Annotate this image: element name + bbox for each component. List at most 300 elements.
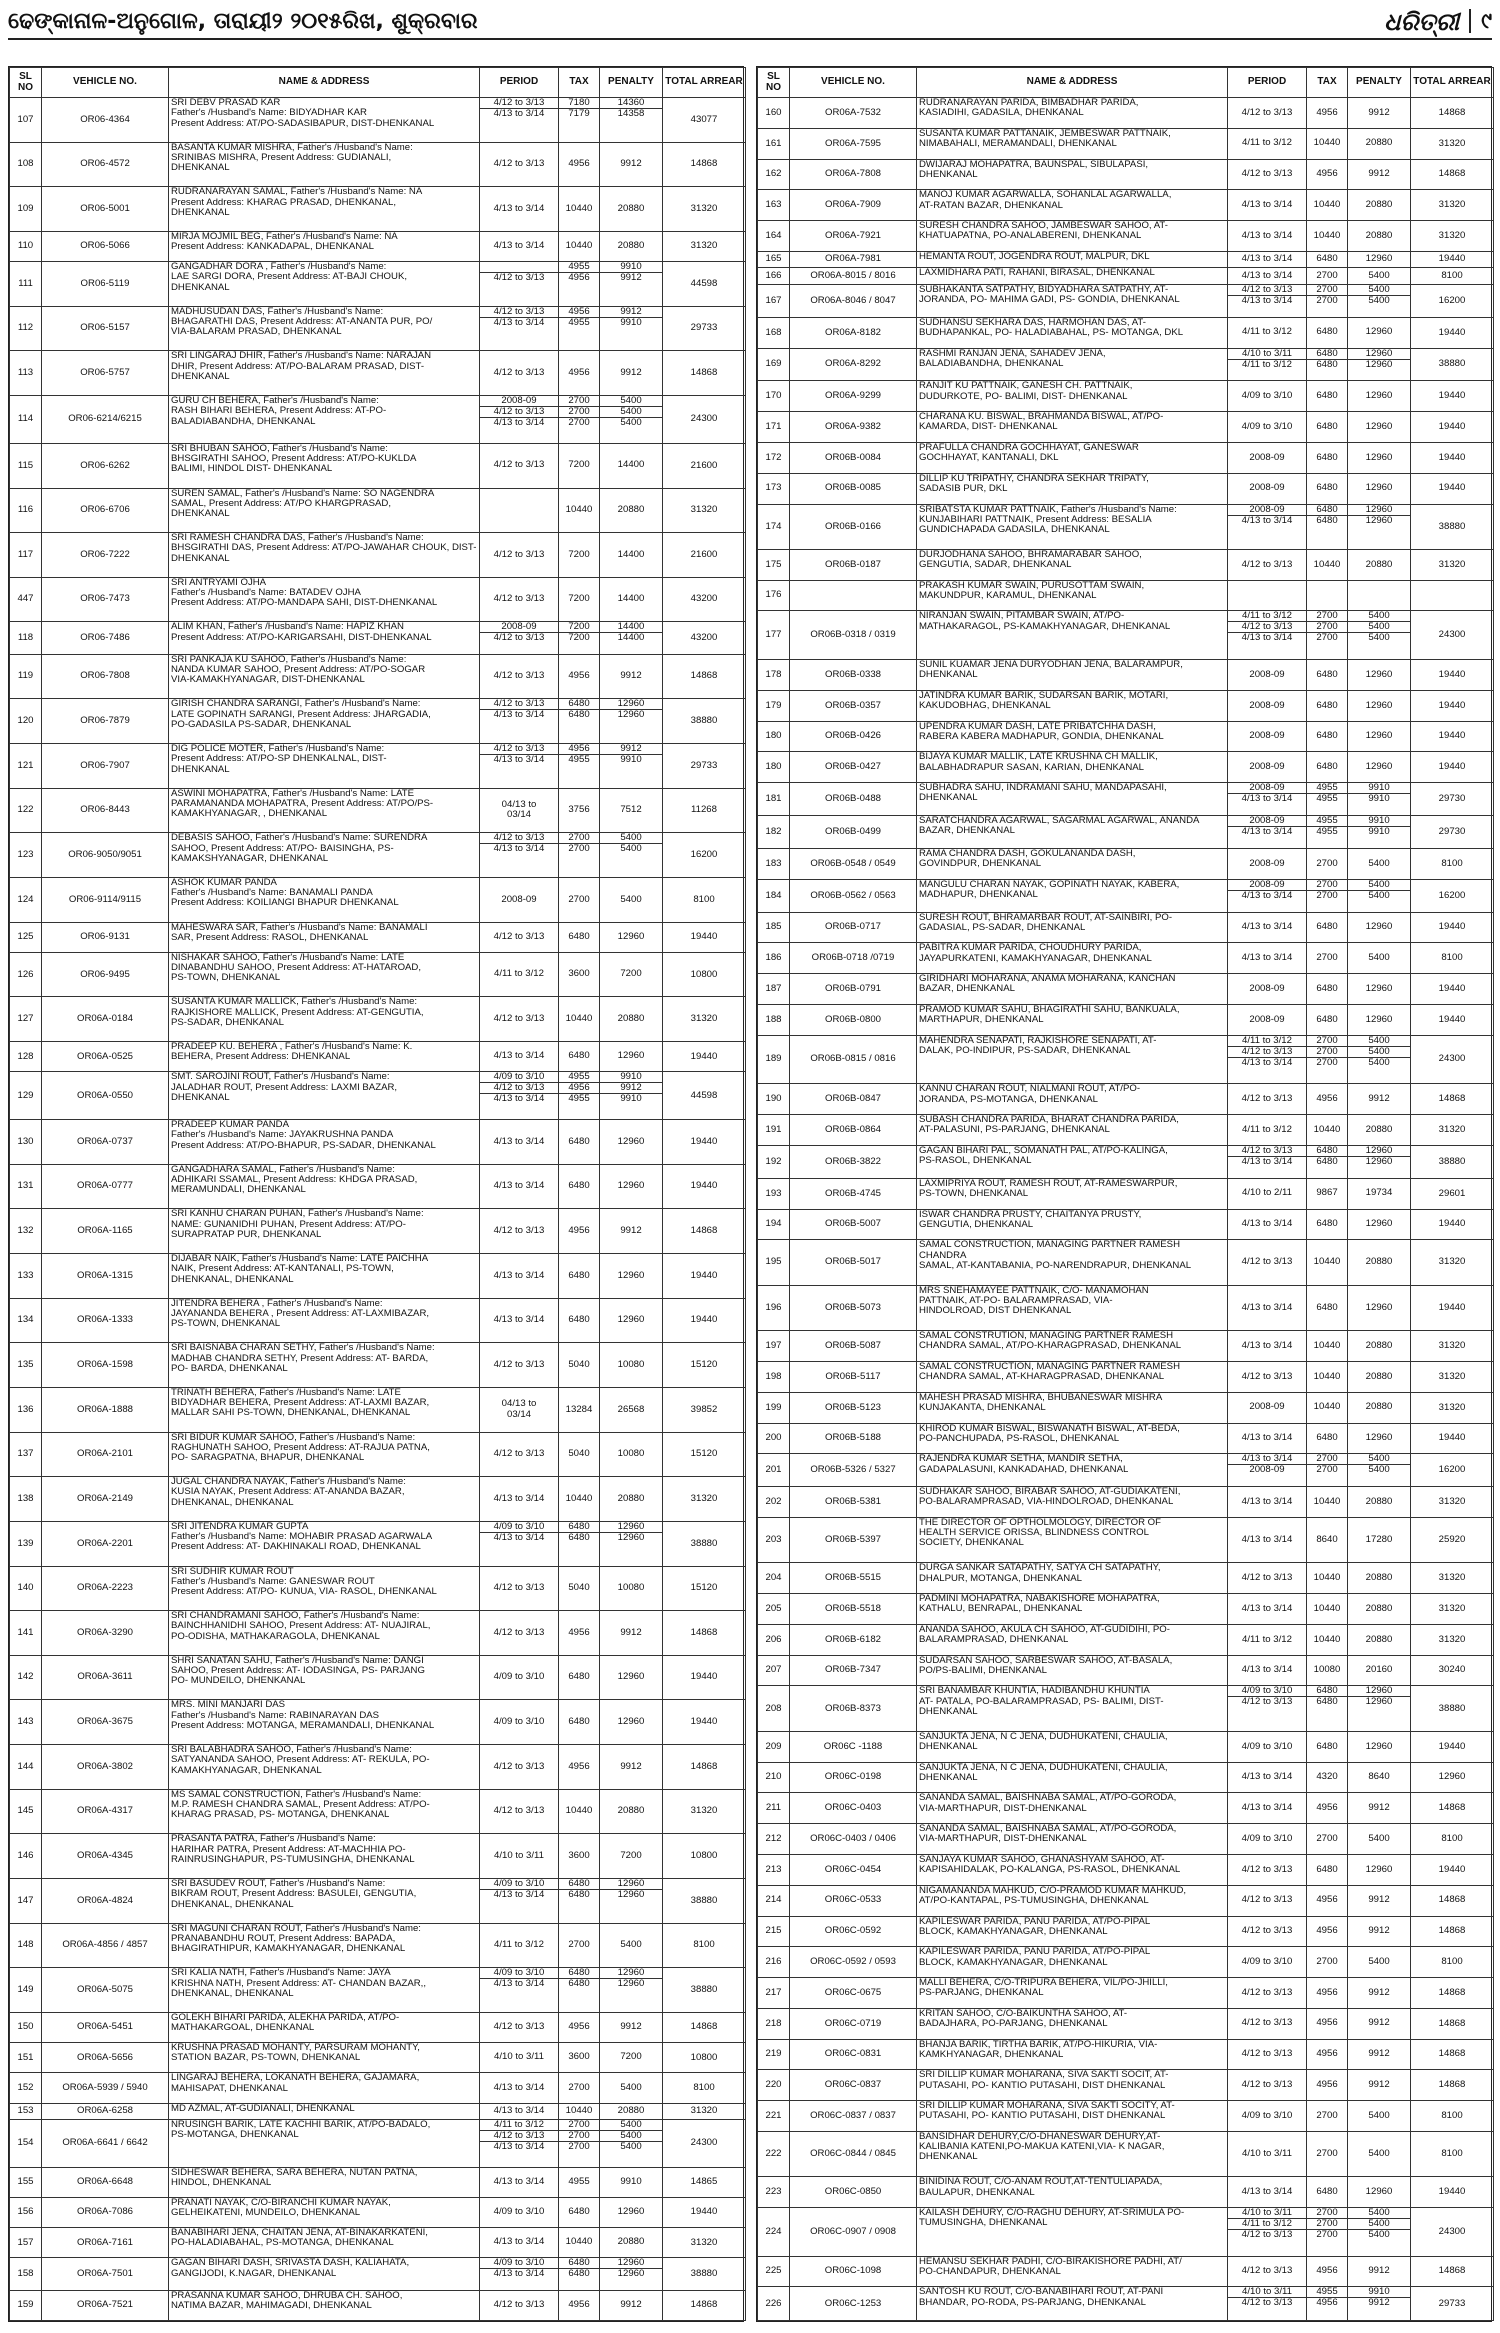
owner-name-address: PABITRA KUMAR PARIDA, CHOUDHURY PARIDA, JAYAPURKATENI, KAMAKHYANAGAR, DHENKANAL xyxy=(917,943,1228,974)
table-row xyxy=(10,2167,746,2197)
sl-number: 132 xyxy=(10,1209,42,1254)
sl-number: 171 xyxy=(758,412,790,443)
vehicle-number: OR06B-0318 / 0319 xyxy=(790,611,917,660)
owner-name-address: KANNU CHARAN ROUT, NIALMANI ROUT, AT/PO- JORANDA, PS-MOTANGA, DHENKANAL xyxy=(917,1084,1228,1115)
total-arrear: 24300 xyxy=(663,396,746,444)
total-arrear: 31320 xyxy=(1411,1563,1494,1594)
sl-number: 143 xyxy=(10,1700,42,1745)
table-row xyxy=(758,943,1494,974)
owner-name-address: CHARANA KU. BISWAL, BRAHMANDA BISWAL, AT/PO- KAMARDA, DIST- DHENKANAL xyxy=(917,412,1228,443)
sl-number: 187 xyxy=(758,974,790,1005)
owner-name-address: DEBASIS SAHOO, Father's /Husband's Name: SURENDRA SAHOO, Present Address: AT/PO- BAISINGHA, PS- KAMAKSHYANAGAR, DHENKANAL xyxy=(169,833,480,878)
tax-entry: 6480 xyxy=(559,1522,599,1533)
penalty xyxy=(1348,98,1411,129)
penalty-entry: 12960 xyxy=(600,699,662,710)
tax xyxy=(1307,1084,1348,1115)
period-entry: 2008-09 xyxy=(480,622,558,633)
sl-number: 158 xyxy=(10,2258,42,2290)
period-entry: 2008-09 xyxy=(1249,700,1285,711)
owner-name-address: PRAKASH KUMAR SWAIN, PURUSOTTAM SWAIN, MAKUNDPUR, KARAMUL, DHENKANAL xyxy=(917,580,1228,611)
vehicle-number: OR06A-9382 xyxy=(790,412,917,443)
penalty-entry: 12960 xyxy=(1365,327,1393,338)
owner-name-address: SARATCHANDRA AGARWAL, SAGARMAL AGARWAL, ANANDA BAZAR, DHENKANAL xyxy=(917,816,1228,849)
period xyxy=(1228,849,1307,880)
period-entry: 4/13 to 3/14 xyxy=(1241,1340,1293,1351)
table-row xyxy=(10,262,746,307)
tax-entry: 6480 xyxy=(1316,2186,1338,2197)
vehicle-number: OR06B-5381 xyxy=(790,1487,917,1518)
period-entry: 4/13 to 3/14 xyxy=(493,1270,545,1281)
period-entry: 4/12 to 3/13 xyxy=(1241,2230,1293,2241)
tax xyxy=(559,1209,600,1254)
tax-entry: 4955 xyxy=(568,317,590,328)
sl-number: 129 xyxy=(10,1072,42,1120)
vehicle-number: OR06-6706 xyxy=(42,488,169,533)
owner-name-address: SRI RAMESH CHANDRA DAS, Father's /Husband's Name: BHSGIRATHI DAS, Present Address: AT/PO-JAWAHAR CHOUK, DIST- DHENKANAL xyxy=(169,533,480,578)
penalty-entry: 9910 xyxy=(1368,827,1390,838)
vehicle-number: OR06A-4824 xyxy=(42,1879,169,1924)
masthead-separator xyxy=(1469,9,1471,33)
tax-entry: 4955 xyxy=(1316,827,1338,838)
tax-entry: 2700 xyxy=(1307,622,1347,633)
period-entry: 4/12 to 3/13 xyxy=(480,2131,558,2142)
vehicle-number: OR06A-7086 xyxy=(42,2197,169,2227)
vehicle-number: OR06B-0864 xyxy=(790,1115,917,1146)
tax xyxy=(1307,879,1348,912)
vehicle-number: OR06C-0403 / 0406 xyxy=(790,1824,917,1855)
total-arrear: 38880 xyxy=(1411,1686,1494,1731)
sl-number: 193 xyxy=(758,1178,790,1209)
period-entry: 4/12 to 3/13 xyxy=(493,671,545,682)
owner-name-address: SUNIL KUAMAR JENA DURYODHAN JENA, BALARAMPUR, DHENKANAL xyxy=(917,660,1228,691)
total-arrear: 43200 xyxy=(663,622,746,654)
vehicle-number: OR06C-0844 / 0845 xyxy=(790,2131,917,2176)
penalty xyxy=(600,1566,663,1611)
penalty-entry: 5400 xyxy=(1368,270,1390,281)
total-arrear: 19440 xyxy=(663,2197,746,2227)
period xyxy=(1228,2131,1307,2176)
total-arrear: 8100 xyxy=(1411,1947,1494,1978)
tax xyxy=(559,2197,600,2227)
tax-entry: 6480 xyxy=(568,2207,590,2218)
table-header-row xyxy=(758,68,1494,98)
penalty xyxy=(600,2290,663,2320)
period-entry: 4/13 to 3/14 xyxy=(1241,1534,1293,1545)
penalty xyxy=(600,952,663,997)
penalty xyxy=(1348,251,1411,268)
penalty-entry: 20880 xyxy=(1365,1402,1393,1413)
tax xyxy=(559,952,600,997)
period xyxy=(480,533,559,578)
penalty-entry: 12960 xyxy=(617,1051,645,1062)
tax-entry: 2700 xyxy=(568,844,590,855)
period-entry: 4/12 to 3/13 xyxy=(493,633,545,644)
penalty xyxy=(600,98,663,143)
penalty-entry: 14358 xyxy=(617,109,645,119)
tax xyxy=(559,1432,600,1477)
owner-name-address: LINGARAJ BEHERA, LOKANATH BEHERA, GAJAMARA, MAHISAPAT, DHENKANAL xyxy=(169,2073,480,2103)
period-entry: 2008-09 xyxy=(1228,816,1306,827)
table-row xyxy=(10,1432,746,1477)
owner-name-address: MAHENDRA SENAPATI, RAJKISHORE SENAPATI, AT- DALAK, PO-INDIPUR, PS-SADAR, DHENKANAL xyxy=(917,1035,1228,1084)
total-arrear: 19440 xyxy=(1411,442,1494,473)
tax-entry: 6480 xyxy=(1307,1686,1347,1697)
vehicle-number: OR06C -1188 xyxy=(790,1731,917,1762)
period-entry: 4/12 to 3/13 xyxy=(493,273,545,284)
tax xyxy=(559,2290,600,2320)
penalty xyxy=(1348,268,1411,285)
tax-entry: 7200 xyxy=(568,549,590,560)
period-entry: 4/12 to 3/13 xyxy=(493,1627,545,1638)
total-arrear: 14868 xyxy=(1411,2039,1494,2070)
period-entry: 4/12 to 3/13 xyxy=(1241,2079,1293,2090)
table-row xyxy=(758,1240,1494,1285)
owner-name-address: SUDHAKAR SAHOO, BIRABAR SAHOO, AT-GUDIAKATENI, PO-BALARAMPRASAD, VIA-HINDOLROAD, DHENKANAL xyxy=(917,1487,1228,1518)
tax-entry: 3600 xyxy=(568,1850,590,1861)
tax xyxy=(1307,1824,1348,1855)
penalty-entry: 12960 xyxy=(1365,762,1393,773)
sl-number: 157 xyxy=(10,2228,42,2258)
table-row xyxy=(10,2103,746,2119)
period xyxy=(480,788,559,833)
sl-number: 128 xyxy=(10,1042,42,1072)
vehicle-number: OR06-4572 xyxy=(42,142,169,187)
total-arrear: 8100 xyxy=(663,2073,746,2103)
owner-name-address: ISWAR CHANDRA PRUSTY, CHAITANYA PRUSTY, GENGUTIA, DHENKANAL xyxy=(917,1209,1228,1240)
tax xyxy=(1307,348,1348,381)
owner-name-address: GURU CH BEHERA, Father's /Husband's Name: RASH BIHARI BEHERA, Present Address: AT-PO- BALADIABANDHA, DHENKANAL xyxy=(169,396,480,444)
total-arrear: 12960 xyxy=(1411,1762,1494,1793)
table-row xyxy=(10,1745,746,1790)
total-arrear: 8100 xyxy=(1411,1824,1494,1855)
period xyxy=(1228,317,1307,348)
tax xyxy=(559,1521,600,1566)
tax xyxy=(559,1042,600,1072)
sl-number: 199 xyxy=(758,1392,790,1423)
table-row xyxy=(758,1423,1494,1454)
table-row xyxy=(758,1854,1494,1885)
table-row xyxy=(10,443,746,488)
tax-entry: 4955 xyxy=(568,1094,590,1105)
penalty-entry: 12960 xyxy=(617,1979,645,1990)
penalty xyxy=(1348,504,1411,549)
tax xyxy=(559,533,600,578)
total-arrear: 14868 xyxy=(663,2290,746,2320)
owner-name-address: RUDRANARAYAN PARIDA, BIMBADHAR PARIDA, KASIADIHI, GADASILA, DHENKANAL xyxy=(917,98,1228,129)
tax-entry: 4956 xyxy=(568,1627,590,1638)
period xyxy=(480,351,559,396)
tax-entry: 2700 xyxy=(1316,1833,1338,1844)
sl-number: 148 xyxy=(10,1923,42,1968)
vehicle-number: OR06A-1315 xyxy=(42,1254,169,1299)
vehicle-number: OR06A-0550 xyxy=(42,1072,169,1120)
penalty-entry: 12960 xyxy=(1365,359,1393,370)
tax xyxy=(1307,816,1348,849)
header-tax: TAX xyxy=(559,68,600,98)
period-entry: 4/13 to 3/14 xyxy=(1241,1433,1293,1444)
table-body-left xyxy=(10,98,746,2321)
vehicle-number: OR06B-5007 xyxy=(790,1209,917,1240)
total-arrear: 8100 xyxy=(1411,268,1494,285)
tax-entry: 6480 xyxy=(1316,983,1338,994)
tax xyxy=(1307,2208,1348,2257)
tax xyxy=(1307,1454,1348,1487)
sl-number: 223 xyxy=(758,2177,790,2208)
table-row xyxy=(10,1120,746,1165)
table-row xyxy=(758,2177,1494,2208)
total-arrear: 29730 xyxy=(1411,816,1494,849)
total-arrear: 19440 xyxy=(1411,721,1494,752)
penalty xyxy=(1348,1978,1411,2009)
sl-number: 195 xyxy=(758,1240,790,1285)
tax-entry: 6480 xyxy=(559,699,599,710)
table-row xyxy=(10,1923,746,1968)
sl-number: 166 xyxy=(758,268,790,285)
penalty-entry: 9910 xyxy=(620,1094,642,1105)
penalty-entry: 9912 xyxy=(620,1225,642,1236)
owner-name-address: MIRJA MOJMIL BEG, Father's /Husband's Name: NA Present Address: KANKADAPAL, DHENKANAL xyxy=(169,231,480,261)
owner-name-address: DURJODHANA SAHOO, BHRAMARABAR SAHOO, GENGUTIA, SADAR, DHENKANAL xyxy=(917,549,1228,580)
tax xyxy=(559,788,600,833)
tax xyxy=(559,744,600,789)
total-arrear: 24300 xyxy=(663,2119,746,2167)
vehicle-number: OR06C-0850 xyxy=(790,2177,917,2208)
table-row xyxy=(758,690,1494,721)
sl-number: 169 xyxy=(758,348,790,381)
tax-entry: 4956 xyxy=(568,159,590,170)
sl-number: 140 xyxy=(10,1566,42,1611)
period xyxy=(1228,1978,1307,2009)
tax-entry: 6480 xyxy=(559,2258,599,2269)
period-entry: 4/11 to 3/12 xyxy=(1242,1124,1292,1135)
penalty-entry: 20880 xyxy=(1365,138,1393,149)
vehicle-number: OR06A-7921 xyxy=(790,221,917,252)
tax-entry: 2700 xyxy=(559,2120,599,2131)
period xyxy=(480,2103,559,2119)
tax xyxy=(1307,284,1348,317)
tax-entry: 2700 xyxy=(1307,2208,1347,2219)
penalty-entry: 9912 xyxy=(620,273,642,284)
penalty xyxy=(600,1042,663,1072)
tax-entry: 10440 xyxy=(565,241,593,252)
tax xyxy=(559,262,600,307)
total-arrear: 24300 xyxy=(1411,2208,1494,2257)
vehicle-number: OR06A-4856 / 4857 xyxy=(42,1923,169,1968)
tax xyxy=(1307,98,1348,129)
period-entry: 4/12 to 3/13 xyxy=(480,744,558,755)
tax xyxy=(1307,2177,1348,2208)
vehicle-number xyxy=(790,580,917,611)
owner-name-address: GOLEKH BIHARI PARIDA, ALEKHA PARIDA, AT/PO- MATHAKARGOAL, DHENKANAL xyxy=(169,2012,480,2042)
period-entry: 4/12 to 3/13 xyxy=(493,931,545,942)
owner-name-address: SANTOSH KU ROUT, C/O-BANABIHARI ROUT, AT-PANI BHANDAR, PO-RODA, PS-PARJANG, DHENKANAL xyxy=(917,2287,1228,2321)
penalty-entry: 5400 xyxy=(1368,2148,1390,2159)
penalty xyxy=(600,1834,663,1879)
table-row xyxy=(10,1298,746,1343)
table-row xyxy=(10,744,746,789)
vehicle-number: OR06-7808 xyxy=(42,654,169,699)
period-entry: 4/13 to 3/14 xyxy=(1241,295,1293,306)
penalty xyxy=(600,1120,663,1165)
sl-number: 181 xyxy=(758,783,790,816)
penalty xyxy=(600,533,663,578)
tax-entry: 2700 xyxy=(1307,1454,1347,1465)
period xyxy=(1228,1362,1307,1393)
penalty xyxy=(600,1655,663,1700)
period xyxy=(1228,128,1307,159)
tax xyxy=(559,351,600,396)
tax-entry: 7180 xyxy=(559,98,599,109)
tax-entry: 2700 xyxy=(1316,295,1338,306)
table-row xyxy=(10,1968,746,2013)
period-entry: 4/10 to 3/11 xyxy=(494,1850,544,1861)
period xyxy=(480,1968,559,2013)
tax xyxy=(1307,943,1348,974)
period-entry: 4/13 to 3/14 xyxy=(1241,2186,1293,2197)
penalty-entry: 12960 xyxy=(600,2258,662,2269)
vehicle-number: OR06B-0548 / 0549 xyxy=(790,849,917,880)
table-row xyxy=(10,396,746,444)
vehicle-number: OR06-5157 xyxy=(42,306,169,351)
period xyxy=(1228,1824,1307,1855)
tax xyxy=(559,1923,600,1968)
period xyxy=(1228,1762,1307,1793)
tax xyxy=(1307,442,1348,473)
tax xyxy=(559,1655,600,1700)
sl-number: 173 xyxy=(758,473,790,504)
tax-entry: 6480 xyxy=(559,1968,599,1979)
sl-number: 136 xyxy=(10,1387,42,1432)
vehicle-number: OR06A-0737 xyxy=(42,1120,169,1165)
penalty xyxy=(1348,580,1411,611)
period-entry: 2008-09 xyxy=(1249,452,1285,463)
penalty xyxy=(600,877,663,922)
total-arrear: 19440 xyxy=(1411,660,1494,691)
owner-name-address: GIRIDHARI MOHARANA, ANAMA MOHARANA, KANCHAN BAZAR, DHENKANAL xyxy=(917,974,1228,1005)
tax-entry: 2700 xyxy=(568,418,590,429)
owner-name-address: PRANATI NAYAK, C/O-BIRANCHI KUMAR NAYAK, GELHEIKATENI, MUNDEILO, DHENKANAL xyxy=(169,2197,480,2227)
period xyxy=(1228,549,1307,580)
penalty-entry: 9912 xyxy=(600,307,662,318)
table-row xyxy=(758,1947,1494,1978)
penalty xyxy=(600,443,663,488)
penalty xyxy=(1348,1686,1411,1731)
vehicle-number: OR06B-5073 xyxy=(790,1285,917,1330)
arrear-table-right xyxy=(757,67,1494,2321)
owner-name-address: SRI BASUDEV ROUT, Father's /Husband's Name: BIKRAM ROUT, Present Address: BASULEI, GENGUTIA, DHENKANAL, DHENKANAL xyxy=(169,1879,480,1924)
header-vehicle: VEHICLE NO. xyxy=(790,68,917,98)
penalty xyxy=(1348,1209,1411,1240)
total-arrear: 19440 xyxy=(1411,251,1494,268)
total-arrear: 14868 xyxy=(1411,1978,1494,2009)
period xyxy=(480,1120,559,1165)
period xyxy=(480,922,559,952)
sl-number: 119 xyxy=(10,654,42,699)
sl-number: 188 xyxy=(758,1004,790,1035)
period-entry: 4/11 to 3/12 xyxy=(494,969,544,980)
penalty-entry: 5400 xyxy=(620,418,642,429)
period-entry: 2008-09 xyxy=(1249,1402,1285,1413)
sl-number: 192 xyxy=(758,1145,790,1178)
period-entry: 4/10 to 2/11 xyxy=(1242,1188,1292,1199)
period xyxy=(480,2228,559,2258)
penalty xyxy=(1348,752,1411,783)
penalty-entry: 5400 xyxy=(1368,1833,1390,1844)
total-arrear: 19440 xyxy=(663,1700,746,1745)
sl-number: 178 xyxy=(758,660,790,691)
penalty-entry: 12960 xyxy=(1365,669,1393,680)
table-row xyxy=(10,533,746,578)
total-arrear: 19440 xyxy=(1411,1285,1494,1330)
total-arrear: 31320 xyxy=(1411,221,1494,252)
tax xyxy=(559,699,600,744)
vehicle-number: OR06B-5326 / 5327 xyxy=(790,1454,917,1487)
vehicle-number: OR06B-5518 xyxy=(790,1594,917,1625)
vehicle-number: OR06A-8182 xyxy=(790,317,917,348)
tax xyxy=(1307,611,1348,660)
tax-entry: 4320 xyxy=(1316,1772,1338,1783)
period-entry: 2008-09 xyxy=(501,894,537,905)
table-row xyxy=(758,1655,1494,1686)
table-row xyxy=(758,2101,1494,2132)
penalty-entry: 12960 xyxy=(1365,922,1393,933)
period-entry: 4/13 to 3/14 xyxy=(493,109,545,119)
vehicle-number: OR06A-6648 xyxy=(42,2167,169,2197)
penalty xyxy=(600,142,663,187)
penalty-entry: 12960 xyxy=(1365,391,1393,402)
owner-name-address: NIGAMANANDA MAHKUD, C/O-PRAMOD KUMAR MAHKUD, AT/PO-KANTAPAL, PS-TUMUSINGHA, DHENKANAL xyxy=(917,1885,1228,1916)
owner-name-address: BHANJA BARIK, TIRTHA BARIK, AT/PO-HIKURIA, VIA- KAMKHYANAGAR, DHENKANAL xyxy=(917,2039,1228,2070)
total-arrear: 15120 xyxy=(663,1343,746,1388)
period-entry: 4/13 to 3/14 xyxy=(493,1493,545,1504)
vehicle-number: OR06A-1165 xyxy=(42,1209,169,1254)
vehicle-number: OR06B-0426 xyxy=(790,721,917,752)
period xyxy=(480,1923,559,1968)
penalty-entry: 9912 xyxy=(1368,2049,1390,2060)
owner-name-address: GANGADHARA SAMAL, Father's /Husband's Name: ADHIKARI SSAMAL, Present Address: KHDGA PRASAD, MERAMUNDALI, DHENKANAL xyxy=(169,1164,480,1209)
penalty-entry: 20880 xyxy=(617,203,645,214)
vehicle-number: OR06A-3290 xyxy=(42,1611,169,1656)
sl-number: 213 xyxy=(758,1854,790,1885)
owner-name-address: KHIROD KUMAR BISWAL, BISWANATH BISWAL, AT-BEDA, PO-PANCHUPADA, PS-RASOL, DHENKANAL xyxy=(917,1423,1228,1454)
vehicle-number: OR06A-8015 / 8016 xyxy=(790,268,917,285)
tax xyxy=(559,1387,600,1432)
table-row xyxy=(758,816,1494,849)
period xyxy=(1228,98,1307,129)
sl-number: 142 xyxy=(10,1655,42,1700)
owner-name-address: PRAFULLA CHANDRA GOCHHAYAT, GANESWAR GOCHHAYAT, KANTANALI, DKL xyxy=(917,442,1228,473)
table-row xyxy=(758,1978,1494,2009)
period-entry: 4/12 to 3/13 xyxy=(1241,1573,1293,1584)
penalty xyxy=(1348,1885,1411,1916)
penalty xyxy=(1348,221,1411,252)
vehicle-number: OR06A-9299 xyxy=(790,381,917,412)
vehicle-number: OR06-7907 xyxy=(42,744,169,789)
period-entry: 2008-09 xyxy=(1249,983,1285,994)
penalty-entry: 5400 xyxy=(620,894,642,905)
period xyxy=(1228,1454,1307,1487)
header-name: NAME & ADDRESS xyxy=(917,68,1228,98)
sl-number: 165 xyxy=(758,251,790,268)
header-penalty: PENALTY xyxy=(600,68,663,98)
period xyxy=(1228,1487,1307,1518)
tax xyxy=(1307,1145,1348,1178)
tax-entry: 4956 xyxy=(1316,1094,1338,1104)
penalty-entry: 14360 xyxy=(600,98,662,109)
penalty-entry: 5400 xyxy=(1368,2230,1390,2241)
penalty xyxy=(1348,1854,1411,1885)
sl-number: 225 xyxy=(758,2256,790,2287)
